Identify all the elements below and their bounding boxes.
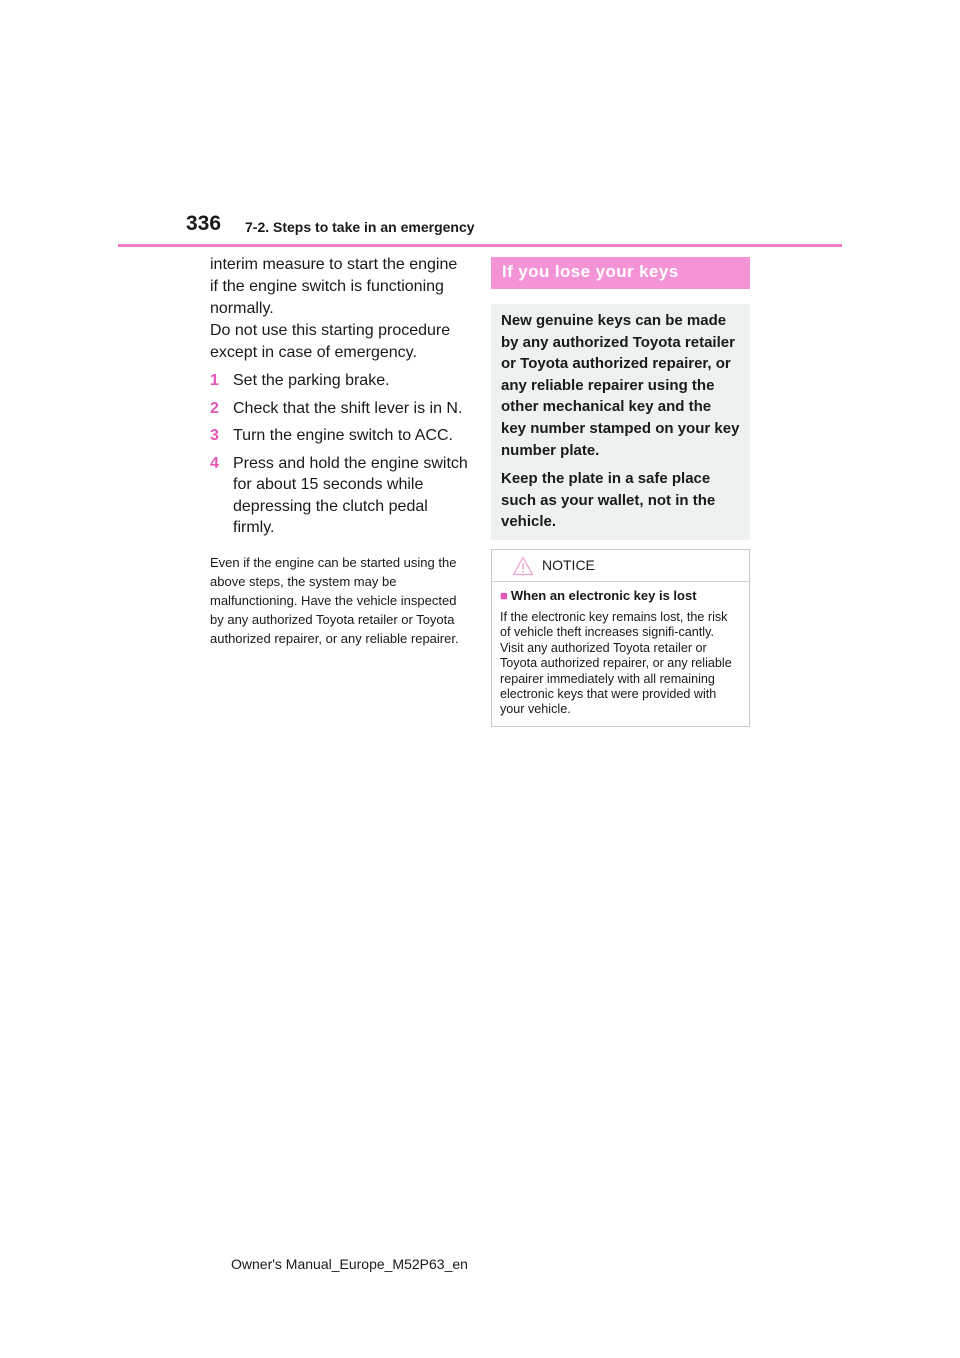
info-paragraph: New genuine keys can be made by any authorized Toyota retailer or Toyota authorized repairer, or any reliable repairer using the other mechanical key and the key number stamped on your key number plate. xyxy=(501,312,740,459)
notice-header xyxy=(492,550,749,582)
notice-box xyxy=(491,549,750,727)
info-paragraph: Keep the plate in a safe place such as your wallet, not in the vehicle. xyxy=(501,470,716,531)
notice-label: NOTICE xyxy=(542,556,595,573)
steps-list xyxy=(210,370,468,539)
step-item xyxy=(210,398,468,420)
footer-text: Owner's Manual_Europe_M52P63_en xyxy=(231,1256,468,1272)
step-number: 3 xyxy=(210,427,219,444)
page-number: 336 xyxy=(186,212,222,235)
notice-text: If the electronic key remains lost, the risk of vehicle theft increases signifi-cantly. Visit any authorized Toyota retailer or Toyota authorized repairer, or any reliable repairer immediately with all remaining electronic keys that were provided with your vehicle. xyxy=(500,609,732,717)
step-text: Check that the shift lever is in N. xyxy=(233,399,463,417)
header-rule xyxy=(118,244,842,247)
step-text: Set the parking brake. xyxy=(233,372,390,389)
step-number: 4 xyxy=(210,454,219,472)
notice-subheading xyxy=(500,587,741,604)
right-column xyxy=(491,257,750,727)
intro-paragraph: interim measure to start the engine if the engine switch is functioning normally. xyxy=(210,256,458,317)
step-number: 1 xyxy=(210,372,219,389)
square-bullet-icon: ■ xyxy=(500,587,508,603)
info-box xyxy=(491,304,750,540)
step-text: Press and hold the engine switch for about 15 seconds while depressing the clutch pedal firmly. xyxy=(233,454,468,536)
warning-triangle-icon xyxy=(512,556,534,576)
step-item xyxy=(210,453,468,539)
step-item xyxy=(210,425,468,447)
notice-subheading-text: When an electronic key is lost xyxy=(510,587,697,603)
left-column xyxy=(210,254,468,661)
step-number: 2 xyxy=(210,399,219,417)
warning-paragraph: Do not use this starting procedure except in case of emergency. xyxy=(210,322,451,361)
section-title: 7-2. Steps to take in an emergency xyxy=(245,219,475,235)
notice-body xyxy=(492,582,749,726)
section-heading: If you lose your keys xyxy=(491,257,750,289)
step-text: Turn the engine switch to ACC. xyxy=(233,427,453,444)
note-paragraph: Even if the engine can be started using the above steps, the system may be malfunctioning. Have the vehicle inspected by any authorized Toyota retailer or Toyota authorized repairer, or any reliable repairer. xyxy=(210,554,459,646)
step-item xyxy=(210,370,468,392)
